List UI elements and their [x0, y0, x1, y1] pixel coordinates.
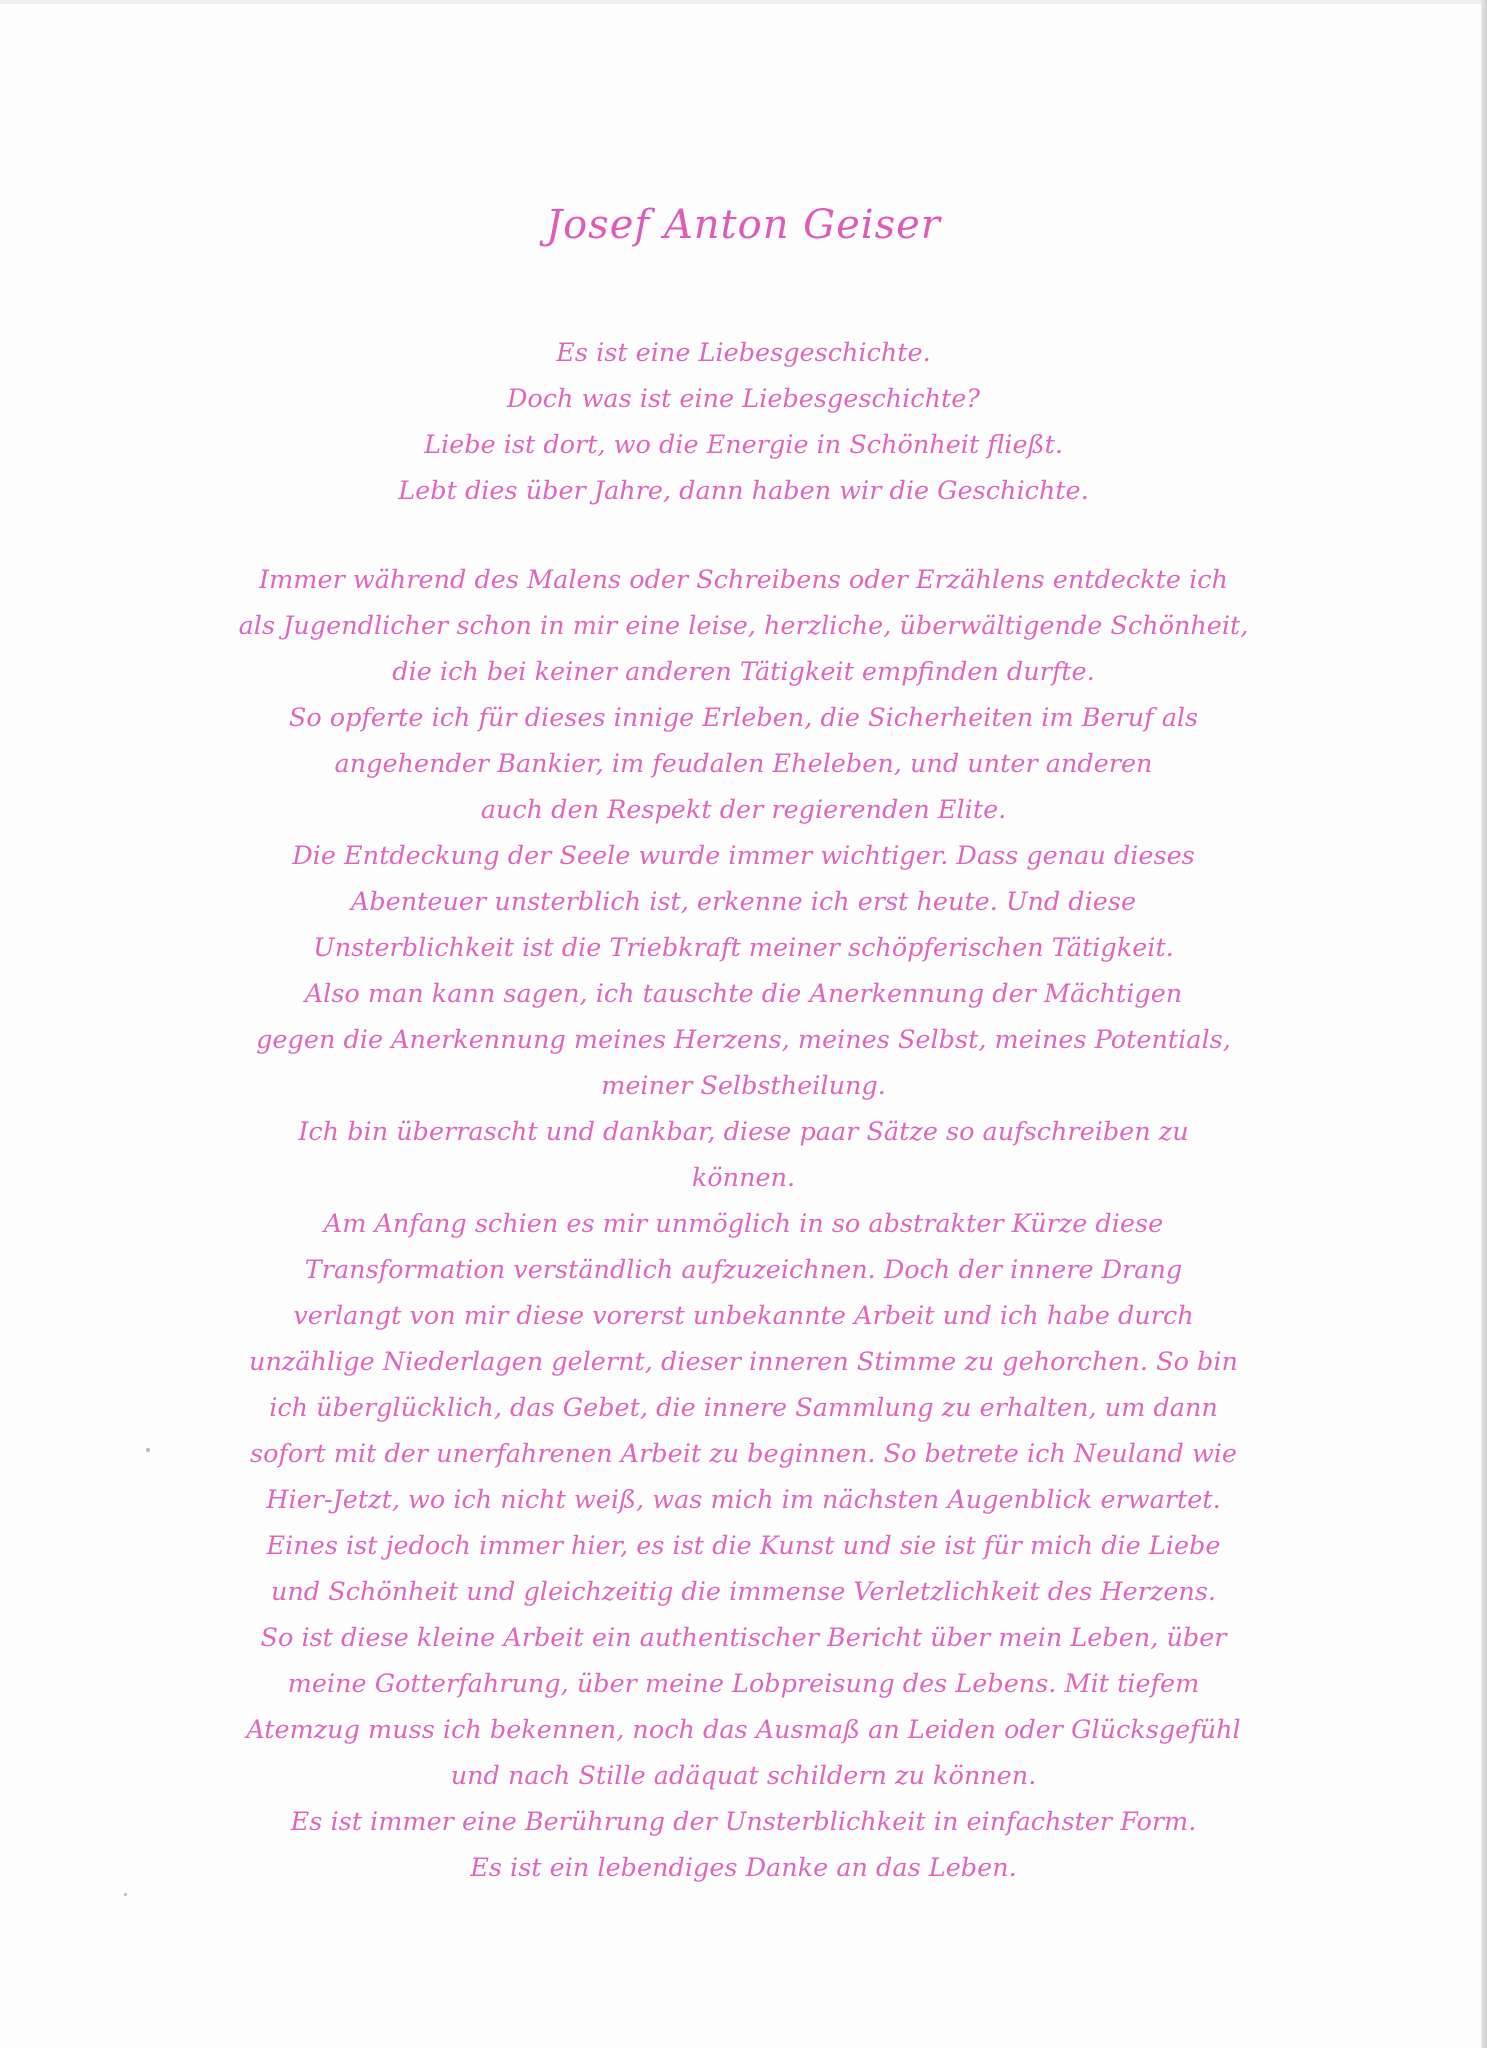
- stanza-line: Also man kann sagen, ich tauschte die Anerkennung der Mächtigen: [304, 979, 1183, 1009]
- stanza-line: Es ist ein lebendiges Danke an das Leben.: [470, 1853, 1017, 1883]
- stanza-line: Es ist eine Liebesgeschichte.: [556, 338, 931, 368]
- stanza-line: meiner Selbstheilung.: [601, 1071, 886, 1101]
- stanza-line: Ich bin überrascht und dankbar, diese paar Sätze so aufschreiben zu: [298, 1117, 1189, 1147]
- stanza-line: und nach Stille adäquat schildern zu können.: [450, 1761, 1037, 1791]
- stanza-line: Die Entdeckung der Seele wurde immer wichtiger. Dass genau dieses: [292, 841, 1195, 871]
- stanza-line: sofort mit der unerfahrenen Arbeit zu beginnen. So betrete ich Neuland wie: [249, 1439, 1238, 1469]
- stanza-line: angehender Bankier, im feudalen Eheleben, und unter anderen: [334, 749, 1153, 779]
- stanza-line: Immer während des Malens oder Schreibens oder Erzählens entdeckte ich: [259, 565, 1228, 595]
- stanza-line: Unsterblichkeit ist die Triebkraft meiner schöpferischen Tätigkeit.: [313, 933, 1174, 963]
- stanza-line: ich überglücklich, das Gebet, die innere Sammlung zu erhalten, um dann: [269, 1393, 1218, 1423]
- stanza-line: So ist diese kleine Arbeit ein authentischer Bericht über mein Leben, über: [260, 1623, 1227, 1653]
- stanza-line: So opferte ich für dieses innige Erleben, die Sicherheiten im Beruf als: [288, 703, 1199, 733]
- scan-edge-right: [1481, 0, 1487, 2048]
- stanza-1: [150, 330, 1337, 514]
- scan-edge-top: [0, 0, 1487, 4]
- scan-speck: [124, 1893, 127, 1896]
- stanza-line: auch den Respekt der regierenden Elite.: [480, 795, 1007, 825]
- document-title: Josef Anton Geiser: [546, 202, 941, 248]
- stanza-line: können.: [691, 1163, 796, 1193]
- stanza-line: meine Gotterfahrung, über meine Lobpreisung des Lebens. Mit tiefem: [287, 1669, 1200, 1699]
- stanza-line: gegen die Anerkennung meines Herzens, meines Selbst, meines Potentials,: [256, 1025, 1231, 1055]
- stanza-line: als Jugendlicher schon in mir eine leise, herzliche, überwältigende Schönheit,: [238, 611, 1249, 641]
- stanza-line: Doch was ist eine Liebesgeschichte?: [506, 384, 981, 414]
- stanza-line: Hier-Jetzt, wo ich nicht weiß, was mich im nächsten Augenblick erwartet.: [266, 1485, 1221, 1515]
- stanza-line: Transformation verständlich aufzuzeichnen. Doch der innere Drang: [304, 1255, 1183, 1285]
- stanza-line: und Schönheit und gleichzeitig die immense Verletzlichkeit des Herzens.: [270, 1577, 1217, 1607]
- stanza-line: Lebt dies über Jahre, dann haben wir die Geschichte.: [398, 476, 1089, 506]
- stanza-2: [150, 557, 1337, 1891]
- stanza-line: Am Anfang schien es mir unmöglich in so abstrakter Kürze diese: [323, 1209, 1164, 1239]
- stanza-line: Liebe ist dort, wo die Energie in Schönheit fließt.: [424, 430, 1063, 460]
- stanza-line: unzählige Niederlagen gelernt, dieser inneren Stimme zu gehorchen. So bin: [249, 1347, 1238, 1377]
- stanza-line: Eines ist jedoch immer hier, es ist die Kunst und sie ist für mich die Liebe: [266, 1531, 1221, 1561]
- stanza-line: verlangt von mir diese vorerst unbekannte Arbeit und ich habe durch: [293, 1301, 1194, 1331]
- stanza-line: Atemzug muss ich bekennen, noch das Ausmaß an Leiden oder Glücksgefühl: [246, 1715, 1241, 1745]
- stanza-line: Es ist immer eine Berührung der Unsterblichkeit in einfachster Form.: [290, 1807, 1197, 1837]
- stanza-line: die ich bei keiner anderen Tätigkeit empfinden durfte.: [392, 657, 1095, 687]
- stanza-line: Abenteuer unsterblich ist, erkenne ich erst heute. Und diese: [350, 887, 1137, 917]
